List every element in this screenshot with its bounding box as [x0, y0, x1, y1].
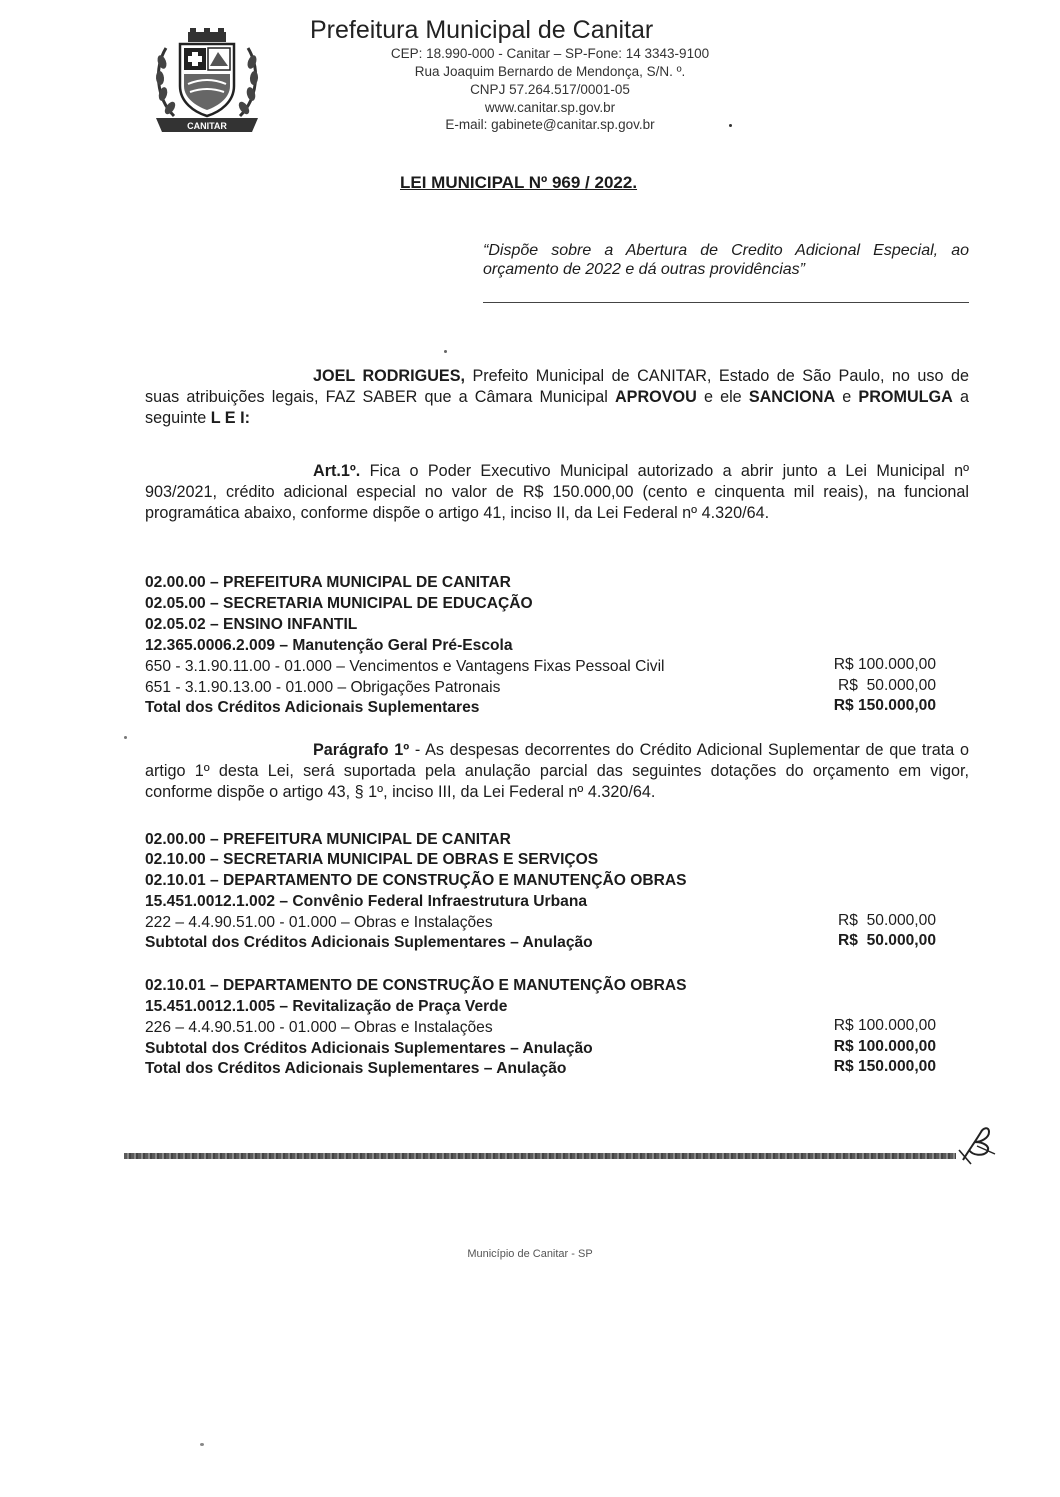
block3-line: 02.10.01 – DEPARTAMENTO DE CONSTRUÇÃO E MANUTENÇÃO OBRAS	[145, 977, 687, 994]
block2-subtotal-label: Subtotal dos Créditos Adicionais Suplementares – Anulação	[145, 934, 593, 951]
header-cep-phone: CEP: 18.990-000 - Canitar – SP-Fone: 14 3343-9100	[390, 46, 710, 61]
header-cnpj: CNPJ 57.264.517/0001-05	[470, 82, 630, 97]
block3-item-desc: 226 – 4.4.90.51.00 - 01.000 – Obras e Instalações	[145, 1019, 493, 1036]
block1-line: 02.05.02 – ENSINO INFANTIL	[145, 616, 358, 633]
paragraph-1-text: - As despesas decorrentes do Crédito Adicional Suplementar de que trata o artigo 1º desta Lei, será suportada pela anulação parcial das seguintes dotações do orçamento em vigor, conforme dispõe o artigo 43, § 1º, inciso III, da Lei Federal nº 4.320/64.	[145, 741, 970, 801]
block1-line: 02.05.00 – SECRETARIA MUNICIPAL DE EDUCAÇÃO	[145, 595, 533, 612]
block2-line: 02.10.01 – DEPARTAMENTO DE CONSTRUÇÃO E MANUTENÇÃO OBRAS	[145, 872, 687, 889]
lei-word: L E I:	[210, 409, 250, 427]
block2-item-amount: R$ 50.000,00	[838, 912, 936, 929]
preamble-text: e	[835, 388, 859, 406]
preamble-text: e ele	[696, 388, 749, 406]
block1-item-desc: 650 - 3.1.90.11.00 - 01.000 – Vencimentos e Vantagens Fixas Pessoal Civil	[145, 658, 665, 675]
block1-line: 02.00.00 – PREFEITURA MUNICIPAL DE CANITAR	[145, 574, 511, 591]
ementa-divider	[483, 302, 969, 303]
block1-item-amount: R$ 100.000,00	[833, 656, 936, 673]
footer-divider-bar	[124, 1153, 956, 1159]
block3-item-amount: R$ 100.000,00	[833, 1017, 936, 1034]
municipality-title: Prefeitura Municipal de Canitar	[310, 16, 654, 44]
block1-item-desc: 651 - 3.1.90.13.00 - 01.000 – Obrigações Patronais	[145, 679, 501, 696]
header-address: Rua Joaquim Bernardo de Mendonça, S/N. º.	[414, 64, 686, 79]
block3-total-label: Total dos Créditos Adicionais Suplementares – Anulação	[145, 1060, 567, 1077]
article-1-paragraph	[145, 461, 969, 524]
block1-total-label: Total dos Créditos Adicionais Suplementares	[145, 699, 480, 716]
article-1-label: Art.1º.	[313, 462, 361, 480]
municipal-crest-logo	[148, 28, 266, 134]
law-title: LEI MUNICIPAL Nº 969 / 2022.	[400, 173, 638, 192]
block1-item-amount: R$ 50.000,00	[838, 677, 936, 694]
scan-speck	[729, 124, 732, 127]
block2-item-desc: 222 – 4.4.90.51.00 - 01.000 – Obras e Instalações	[145, 914, 493, 931]
preamble-paragraph	[145, 366, 969, 429]
paragraph-1	[145, 740, 969, 803]
block3-line: 15.451.0012.1.005 – Revitalização de Praça Verde	[145, 998, 508, 1015]
ementa-summary: “Dispõe sobre a Abertura de Credito Adicional Especial, ao orçamento de 2022 e dá outras providências”	[483, 242, 969, 278]
header-email-link[interactable]: E-mail: gabinete@canitar.sp.gov.br	[445, 117, 655, 132]
aprovou-word: APROVOU	[614, 388, 697, 406]
scan-speck	[124, 736, 127, 739]
paragraph-1-label: Parágrafo 1º	[313, 741, 410, 759]
handwritten-initials-signature	[955, 1120, 999, 1166]
block1-total-amount: R$ 150.000,00	[833, 697, 936, 714]
header-website-link[interactable]: www.canitar.sp.gov.br	[484, 100, 616, 115]
article-1-text: Fica o Poder Executivo Municipal autorizado a abrir junto a Lei Municipal nº 903/2021, crédito adicional especial no valor de R$ 150.000,00 (cento e cinquenta mil reais), na funcional programática abaixo, conforme dispõe o artigo 41, inciso II, da Lei Federal nº 4.320/64.	[145, 462, 969, 522]
preamble-text: a seguinte	[145, 388, 969, 427]
sanciona-word: SANCIONA	[748, 388, 836, 406]
promulga-word: PROMULGA	[858, 388, 953, 406]
block3-subtotal-label: Subtotal dos Créditos Adicionais Suplementares – Anulação	[145, 1040, 593, 1057]
scan-speck	[200, 1443, 204, 1446]
preamble-text: Prefeito Municipal de CANITAR, Estado de São Paulo, no uso de suas atribuições legais, FAZ SABER que a Câmara Municipal	[145, 367, 969, 406]
block3-subtotal-amount: R$ 100.000,00	[833, 1038, 936, 1055]
block2-subtotal-amount: R$ 50.000,00	[838, 932, 936, 949]
footer-municipality: Município de Canitar - SP	[467, 1248, 593, 1260]
block2-line: 02.10.00 – SECRETARIA MUNICIPAL DE OBRAS E SERVIÇOS	[145, 851, 599, 868]
scan-speck	[444, 350, 447, 353]
block1-line: 12.365.0006.2.009 – Manutenção Geral Pré-Escola	[145, 637, 513, 654]
block2-line: 15.451.0012.1.002 – Convênio Federal Infraestrutura Urbana	[145, 893, 588, 910]
block2-line: 02.00.00 – PREFEITURA MUNICIPAL DE CANITAR	[145, 831, 511, 848]
svg-text:CANITAR: CANITAR	[187, 121, 227, 131]
mayor-name: JOEL RODRIGUES,	[313, 367, 465, 385]
block3-total-amount: R$ 150.000,00	[833, 1058, 936, 1075]
